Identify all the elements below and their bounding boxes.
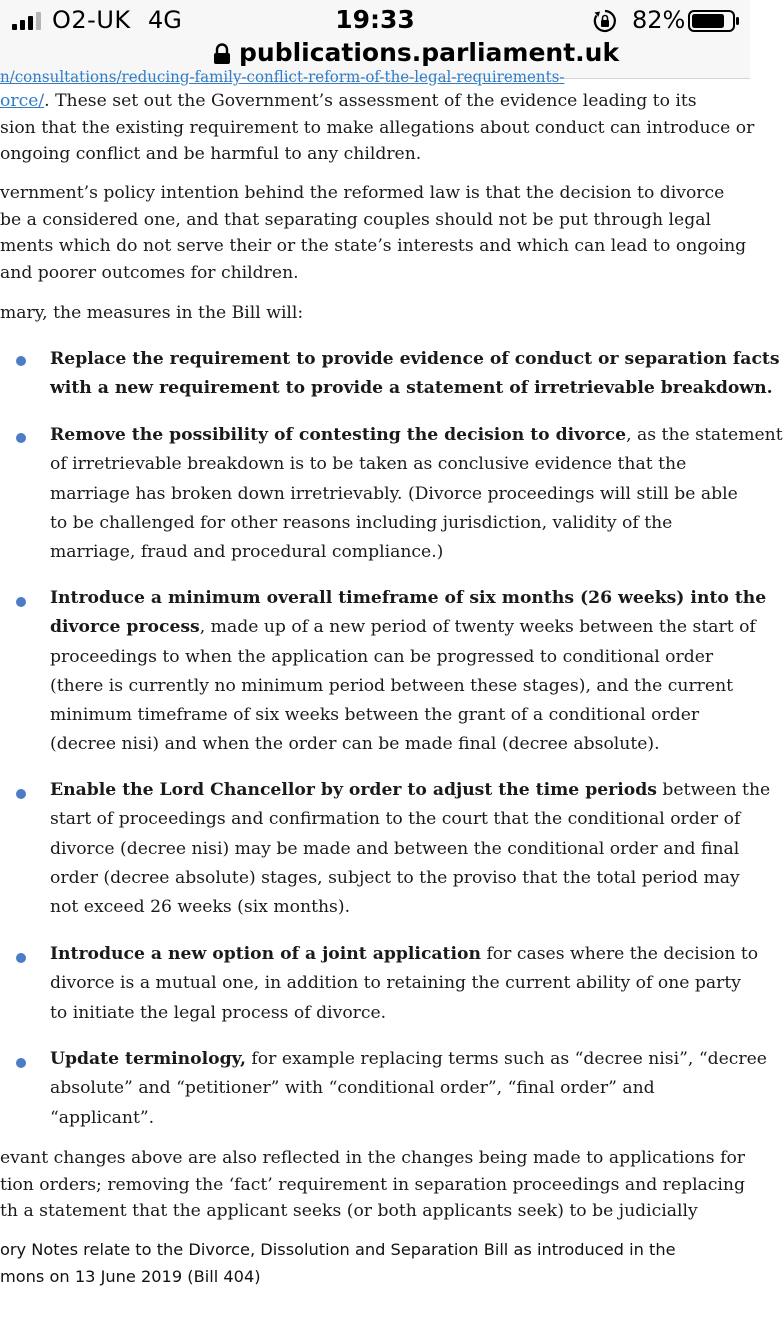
bullet-dot — [16, 597, 26, 607]
status-bar — [0, 0, 750, 42]
text-line — [0, 88, 754, 115]
bold-text: Replace the requirement to provide evidence of conduct or separation facts — [50, 349, 780, 369]
text-line: (there is currently no minimum period between these stages), and the current — [50, 675, 734, 696]
carrier-name: O2-UK — [52, 6, 131, 34]
bullet-item-remove-contesting — [50, 421, 783, 567]
consultation-link[interactable]: orce/ — [0, 91, 45, 111]
text-run: between the — [656, 780, 771, 800]
text-run: for example replacing terms such as “decree nisi”, “decree — [245, 1049, 767, 1069]
bold-text: divorce process — [50, 617, 200, 638]
text-run: . These set out the Government’s assessment of the evidence leading to its — [44, 91, 697, 111]
text-line — [50, 613, 766, 642]
bullet-dot — [16, 953, 26, 963]
text-run: for cases where the decision to — [480, 944, 759, 964]
text-line — [50, 776, 770, 805]
bullet-dot — [16, 356, 26, 366]
text-line: to initiate the legal process of divorce. — [50, 1002, 387, 1023]
text-line: and poorer outcomes for children. — [0, 262, 299, 283]
text-line: sion that the existing requirement to make allegations about conduct can introduce or — [0, 117, 755, 138]
text-line: divorce (decree nisi) may be made and between the conditional order and final — [50, 838, 740, 859]
text-line: marriage has broken down irretrievably. (Divorce proceedings will still be able — [50, 483, 738, 504]
text-line — [50, 421, 783, 450]
text-line — [50, 374, 780, 403]
clock: 19:33 — [335, 5, 415, 34]
consultation-link-cut[interactable]: n/consultations/reducing-family-conflict-reform-of-the-legal-requirements- — [0, 67, 565, 86]
paragraph-policy-intention — [0, 180, 746, 286]
text-line: ments which do not serve their or the state’s interests and which can lead to ongoing — [0, 236, 747, 256]
bold-text: with a new requirement to provide a statement of irretrievable breakdown. — [50, 378, 773, 399]
text-line: order (decree absolute) stages, subject to the proviso that the total period may — [50, 867, 740, 888]
text-line: vernment’s policy intention behind the reformed law is that the decision to divorce — [0, 183, 725, 203]
rotation-lock-icon — [593, 9, 617, 33]
bullet-dot — [16, 1058, 26, 1068]
document-body — [0, 67, 783, 1334]
text-line: of irretrievable breakdown is to be taken as conclusive evidence that the — [50, 454, 687, 475]
bold-text: Remove the possibility of contesting the decision to divorce — [50, 425, 627, 445]
text-line: to be challenged for other reasons including jurisdiction, validity of the — [50, 512, 673, 533]
paragraph-evidence — [0, 88, 754, 168]
paragraph-separation-orders — [0, 1145, 745, 1225]
text-line — [50, 345, 780, 374]
text-line: th a statement that the applicant seeks (or both applicants seek) to be judicially — [0, 1201, 698, 1221]
text-line: (decree nisi) and when the order can be made final (decree absolute). — [50, 734, 660, 755]
text-line — [50, 584, 766, 613]
text-line: absolute” and “petitioner” with “conditional order”, “final order” and — [50, 1078, 655, 1099]
bullet-item-minimum-timeframe — [50, 584, 766, 760]
text-line: start of proceedings and confirmation to the court that the conditional order of — [50, 809, 741, 830]
network-type: 4G — [148, 6, 182, 34]
bold-text: Introduce a minimum overall timeframe of six months (26 weeks) into the — [50, 588, 767, 608]
text-line: divorce is a mutual one, in addition to retaining the current ability of one party — [50, 973, 741, 994]
text-line: mary, the measures in the Bill will: — [0, 303, 304, 323]
bullet-item-update-terminology — [50, 1045, 767, 1133]
bullet-item-replace-requirement — [50, 345, 780, 404]
text-line: mons on 13 June 2019 (Bill 404) — [0, 1267, 261, 1286]
bold-text: Update terminology, — [50, 1049, 246, 1069]
text-line: “applicant”. — [50, 1107, 155, 1128]
text-line — [50, 1045, 767, 1074]
text-line: evant changes above are also reflected in the changes being made to applications for — [0, 1148, 746, 1168]
bullet-dot — [16, 433, 26, 443]
text-line: ory Notes relate to the Divorce, Dissolution and Separation Bill as introduced in the — [0, 1240, 676, 1259]
bullet-item-joint-application — [50, 940, 758, 1028]
text-line: be a considered one, and that separating couples should not be put through legal — [0, 209, 711, 230]
explanatory-notes-footer — [0, 1236, 676, 1290]
text-line: tion orders; removing the ‘fact’ requirement in separation proceedings and replacing — [0, 1174, 746, 1195]
bold-text: Introduce a new option of a joint application — [50, 944, 481, 964]
text-run: , as the statement — [626, 425, 783, 445]
battery-icon — [688, 10, 740, 32]
text-line: proceedings to when the application can be progressed to conditional order — [50, 646, 714, 667]
paragraph-summary — [0, 300, 303, 327]
bullet-dot — [16, 789, 26, 799]
bullet-item-lord-chancellor — [50, 776, 770, 922]
text-run: , made up of a new period of twenty weeks between the start of — [199, 617, 756, 638]
battery-percentage: 82% — [632, 6, 686, 34]
text-line: minimum timeframe of six weeks between the grant of a conditional order — [50, 705, 700, 726]
padlock-icon — [213, 43, 231, 65]
text-line: ongoing conflict and be harmful to any children. — [0, 144, 422, 164]
bold-text: Enable the Lord Chancellor by order to adjust the time periods — [50, 780, 657, 800]
url-text[interactable]: publications.parliament.uk — [239, 38, 620, 67]
text-line: marriage, fraud and procedural compliance.) — [50, 542, 444, 563]
text-line — [50, 940, 758, 969]
text-line: not exceed 26 weeks (six months). — [50, 897, 351, 918]
